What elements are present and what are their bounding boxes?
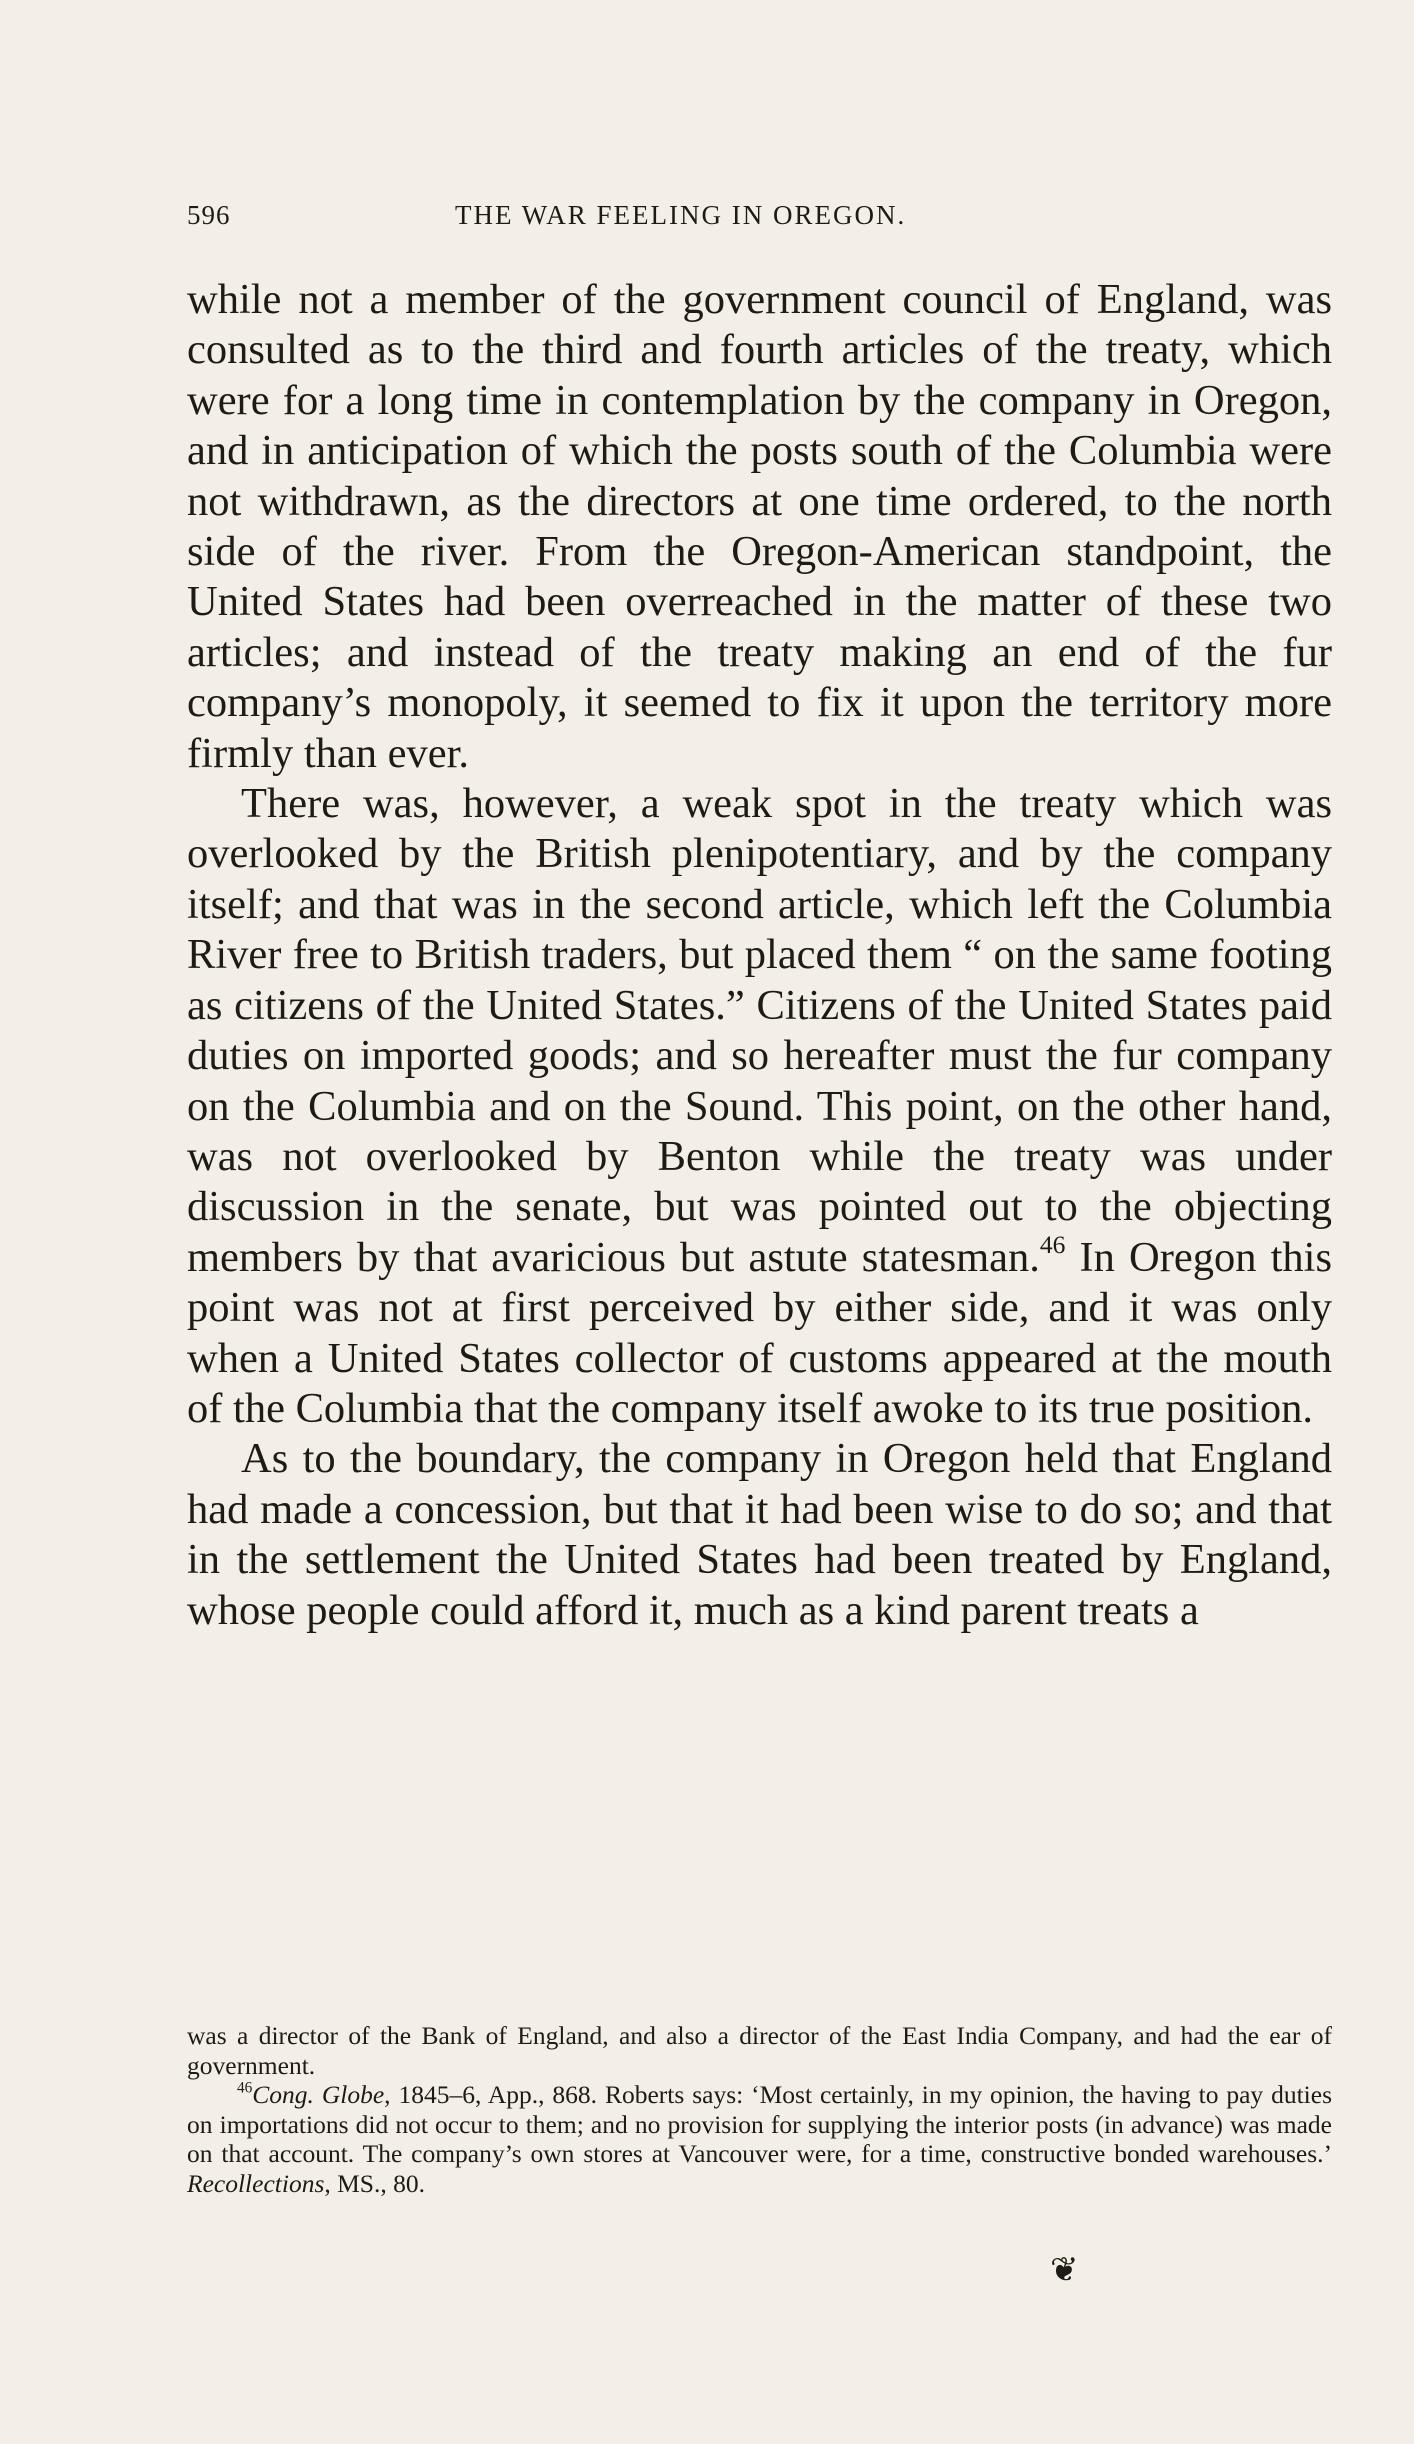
printer-ornament-icon: ❦ bbox=[1050, 2250, 1079, 2290]
paragraph-1: while not a member of the government council of England, was consulted as to the third and fourth articles of the treaty, which were for a long time in contemplation by the company in Oregon, and in anticipation of which the posts south of the Columbia were not withdrawn, as the directors at one time ordered, to the north side of the river. From the Oregon-American standpoint, the United States had been overreached in the matter of these two articles; and instead of the treaty making an end of the fur company’s monopoly, it seemed to fix it upon the territory more firmly than ever. bbox=[187, 276, 1332, 777]
footnote-continued: was a director of the Bank of England, and also a director of the East India Company, and had the ear of government. bbox=[187, 2021, 1332, 2080]
paragraph-2 bbox=[187, 779, 1332, 1434]
page-number: 596 bbox=[187, 200, 231, 230]
footnote-text: , 1845–6, App., 868. Roberts says: ‘Most certainly, in my opinion, the having to pay duties on importations did not occur to them; and no provision for supplying the interior posts (in advance) was made on that account. The company’s own stores at Vancouver were, for a time, constructive bonded warehouses.’ bbox=[187, 2080, 1333, 2168]
footnote-46 bbox=[187, 2080, 1332, 2198]
paragraph-2-continued: In Oregon this point was not at first perceived by either side, and it was only when a United States collector of customs appeared at the mouth of the Columbia that the company itself awoke to its true position. bbox=[187, 1233, 1332, 1432]
footnote-title: Cong. Globe bbox=[252, 2080, 385, 2109]
footnote-ref-46: 46 bbox=[1039, 1229, 1066, 1259]
footnote-end: , MS., 80. bbox=[324, 2168, 425, 2198]
footnote-number: 46 bbox=[237, 2079, 253, 2097]
body-text bbox=[187, 275, 1332, 1636]
paragraph-2-text: There was, however, a weak spot in the treaty which was overlooked by the British plenipotentiary, and by the company itself; and that was in the second article, which left the Columbia River free to British traders, but placed them “ on the same footing as citizens of the United States.” Citizens of the United States paid duties on imported goods; and so hereafter must the fur company on the Columbia and on the Sound. This point, on the other hand, was not overlooked by Benton while the treaty was under discussion in the senate, but was pointed out to the objecting members by that avaricious but astute statesman. bbox=[187, 780, 1332, 1281]
paragraph-3: As to the boundary, the company in Oregon held that England had made a concession, but that it had been wise to do so; and that in the settlement the United States had been treated by England, whose people could afford it, much as a kind parent treats a bbox=[187, 1435, 1332, 1634]
running-head: THE WAR FEELING IN OREGON. bbox=[455, 200, 907, 230]
footnotes bbox=[187, 2021, 1332, 2198]
footnote-source: Recollections bbox=[187, 2168, 325, 2198]
